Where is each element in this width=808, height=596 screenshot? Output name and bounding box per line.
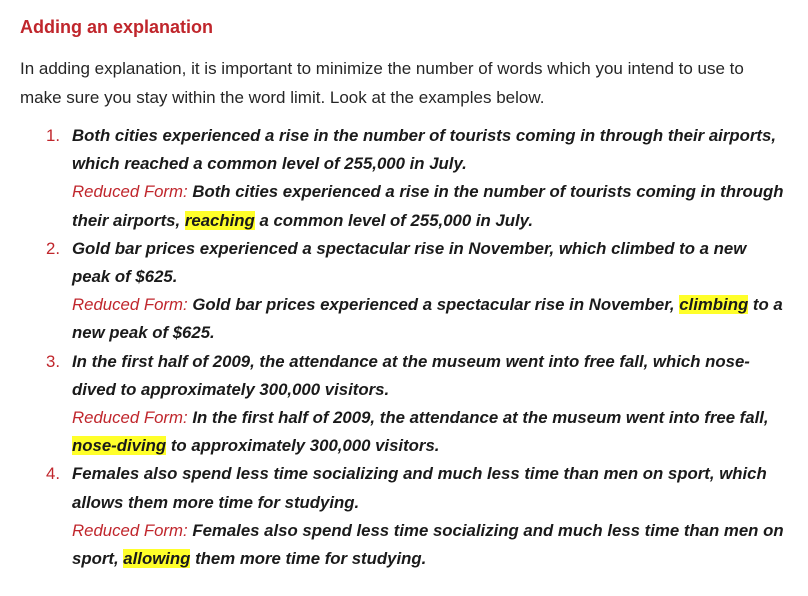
example-item-4 [20, 460, 788, 573]
original-sentence: In the first half of 2009, the attendance at the museum went into free fall, which nose-dived to approximately 300,000 visitors. [72, 351, 750, 399]
example-number: 4. [46, 464, 60, 484]
reduced-form-label: Reduced Form: [72, 295, 188, 315]
original-sentence: Gold bar prices experienced a spectacular rise in November, which climbed to a new peak of $625. [72, 238, 747, 287]
reduced-text-after: a common level of 255,000 in July. [254, 210, 534, 230]
reduced-text-after: to approximately 300,000 visitors. [166, 436, 440, 456]
section-heading: Adding an explanation [20, 17, 214, 37]
reduced-text-before: In the first half of 2009, the attendance at the museum went into free fall, [192, 408, 769, 428]
highlighted-word: climbing [679, 295, 749, 315]
reduced-text-after: them more time for studying. [190, 549, 427, 569]
reduced-sentence [72, 517, 788, 573]
intro-paragraph: In adding explanation, it is important to minimize the number of words which you intend to use to make sure you stay within the word limit. Look at the examples below. [20, 59, 744, 107]
example-number: 2. [46, 238, 60, 258]
reduced-sentence [72, 178, 788, 234]
example-number: 3. [46, 351, 60, 371]
original-sentence: Females also spend less time socializing and much less time than men on sport, which allows them more time for studying. [72, 464, 767, 512]
reduced-text-before: Females also spend less time socializing and much less time than men on sport, [72, 520, 784, 569]
reduced-sentence [72, 404, 788, 460]
reduced-sentence [72, 291, 788, 347]
original-sentence: Both cities experienced a rise in the number of tourists coming in through their airports, which reached a common level of 255,000 in July. [72, 126, 776, 174]
reduced-form-label: Reduced Form: [72, 520, 188, 540]
example-number: 1. [46, 126, 60, 145]
reduced-text-before: Gold bar prices experienced a spectacular rise in November, [192, 295, 680, 315]
reduced-form-label: Reduced Form: [72, 182, 188, 202]
reduced-text-before: Both cities experienced a rise in the number of tourists coming in through their airports, [72, 182, 784, 230]
highlighted-word: nose-diving [72, 436, 167, 456]
example-item-3 [20, 348, 788, 461]
example-item-1 [20, 122, 788, 235]
examples-list [20, 122, 788, 573]
reduced-text-after: to a new peak of $625. [72, 295, 783, 343]
highlighted-word: reaching [184, 210, 255, 230]
highlighted-word: allowing [123, 549, 191, 569]
example-item-2 [20, 235, 788, 348]
reduced-form-label: Reduced Form: [72, 408, 188, 428]
